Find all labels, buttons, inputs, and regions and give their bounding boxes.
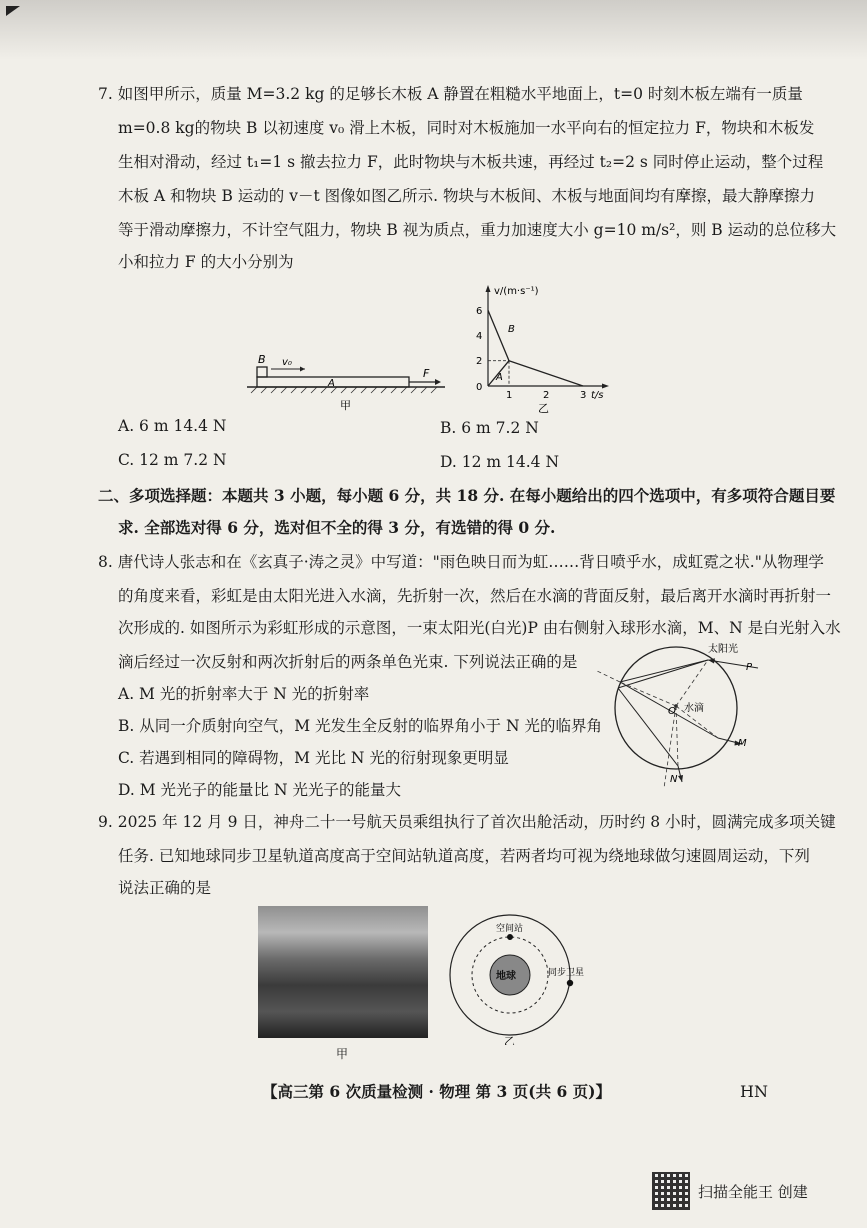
velocity-arrow	[300, 367, 305, 372]
label-o: O	[668, 706, 676, 717]
q9-caption-right: 乙	[504, 1035, 515, 1045]
station-label: 空间站	[496, 924, 524, 934]
graph-label-a: A	[496, 372, 503, 383]
q8-line-1: 8. 唐代诗人张志和在《玄真子·涛之灵》中写道："雨色映日而为虹……背日喷乎水，成虹霓之状."从物理学	[98, 553, 824, 571]
q8-line-2: 的角度来看，彩虹是由太阳光进入水滴，先折射一次，然后在水滴的背面反射，最后离开水滴时再折射一	[118, 587, 832, 605]
rainbow-droplet-diagram	[590, 640, 770, 790]
q8-line-3: 次形成的. 如图所示为彩虹形成的示意图，一束太阳光(白光)P 由右侧射入球形水滴，M、N 是白光射入水	[118, 619, 841, 637]
q7-line-1: 7. 如图甲所示，质量 M=3.2 kg 的足够长木板 A 静置在粗糙水平地面上，t=0 时刻木板左端有一质量	[98, 85, 803, 103]
qr-code-icon	[652, 1172, 690, 1210]
scan-shadow	[0, 0, 867, 60]
q9-caption-left: 甲	[336, 1047, 349, 1061]
q8-option-b: B. 从同一介质射向空气，M 光发生全反射的临界角小于 N 光的临界角	[118, 717, 602, 735]
label-v0: v₀	[282, 357, 292, 368]
line-common	[509, 361, 583, 386]
label-f: F	[423, 367, 430, 380]
q7-line-4: 木板 A 和物块 B 运动的 v－t 图像如图乙所示. 物块与木板间、木板与地面间均有摩擦，最大静摩擦力	[118, 187, 815, 205]
satellite-dot	[567, 980, 573, 986]
label-b: B	[258, 353, 266, 366]
caption-jia: 甲	[340, 399, 351, 412]
q7-option-a: A. 6 m 14.4 N	[118, 417, 227, 435]
label-m: M	[738, 738, 747, 749]
spacewalk-photo	[258, 906, 428, 1038]
section-2-line-2: 求. 全部选对得 6 分，选对但不全的得 3 分，有选错的得 0 分.	[118, 518, 556, 537]
q9-line-3: 说法正确的是	[118, 879, 212, 897]
label-a: A	[328, 378, 335, 389]
earth-label: 地球	[496, 971, 516, 982]
q8-line-4: 滴后经过一次反射和两次折射后的两条单色光束. 下列说法正确的是	[118, 653, 578, 671]
space-station-dot	[507, 934, 513, 940]
scanner-watermark: 扫描全能王 创建	[698, 1183, 808, 1201]
q7-line-2: m=0.8 kg的物块 B 以初速度 v₀ 滑上木板，同时对木板施加一水平向右的恒定拉力 F，物块和木板发	[118, 119, 815, 137]
label-p: P	[746, 662, 753, 673]
v-axis-label: v/(m·s⁻¹)	[494, 286, 539, 297]
label-n: N	[670, 774, 678, 785]
board-diagram	[245, 345, 450, 415]
q9-line-2: 任务. 已知地球同步卫星轨道高度高于空间站轨道高度，若两者均可视为绕地球做匀速圆周运动，下列	[118, 847, 810, 865]
q8-option-a: A. M 光的折射率大于 N 光的折射率	[118, 685, 370, 703]
xtick-2: 2	[543, 390, 550, 401]
page-footer: 【高三第 6 次质量检测 · 物理 第 3 页(共 6 页)】	[262, 1082, 611, 1101]
ytick-0: 0	[476, 382, 483, 393]
satellite-label: 同步卫星	[548, 968, 585, 978]
graph-label-b: B	[508, 324, 515, 335]
ground	[247, 387, 445, 393]
ytick-2: 2	[476, 356, 483, 367]
t-axis-label: t/s	[591, 390, 604, 401]
q7-line-6: 小和拉力 F 的大小分别为	[118, 253, 294, 271]
force-arrow	[435, 379, 441, 385]
q7-option-d: D. 12 m 14.4 N	[440, 453, 560, 471]
xtick-1: 1	[506, 390, 513, 401]
q7-option-b: B. 6 m 7.2 N	[440, 419, 539, 437]
ytick-6: 6	[476, 306, 483, 317]
ytick-4: 4	[476, 331, 483, 342]
q8-option-c: C. 若遇到相同的障碍物，M 光比 N 光的衍射现象更明显	[118, 749, 509, 767]
q7-line-5: 等于滑动摩擦力，不计空气阻力，物块 B 视为质点，重力加速度大小 g=10 m/s²，则 B 运动的总位移大	[118, 221, 837, 239]
footer-code: HN	[740, 1082, 768, 1101]
caption-yi: 乙	[538, 402, 549, 415]
block-b	[257, 367, 267, 377]
section-2-line-1: 二、多项选择题：本题共 3 小题，每小题 6 分，共 18 分. 在每小题给出的四个选项中，有多项符合题目要	[98, 486, 836, 505]
orbit-diagram	[440, 905, 600, 1045]
q7-line-3: 生相对滑动，经过 t₁=1 s 撤去拉力 F，此时物块与木板共速，再经过 t₂=2 s 同时停止运动，整个过程	[118, 153, 824, 171]
xtick-3: 3	[580, 390, 587, 401]
sunlight-label: 太阳光	[708, 644, 738, 655]
droplet-label: 水滴	[684, 703, 704, 714]
corner-mark	[6, 6, 20, 16]
q8-option-d: D. M 光光子的能量比 N 光光子的能量大	[118, 781, 401, 799]
vt-graph	[470, 282, 620, 417]
q9-line-1: 9. 2025 年 12 月 9 日，神舟二十一号航天员乘组执行了首次出舱活动，历时约 8 小时，圆满完成多项关键	[98, 813, 836, 831]
line-b	[488, 310, 509, 360]
q7-option-c: C. 12 m 7.2 N	[118, 451, 227, 469]
